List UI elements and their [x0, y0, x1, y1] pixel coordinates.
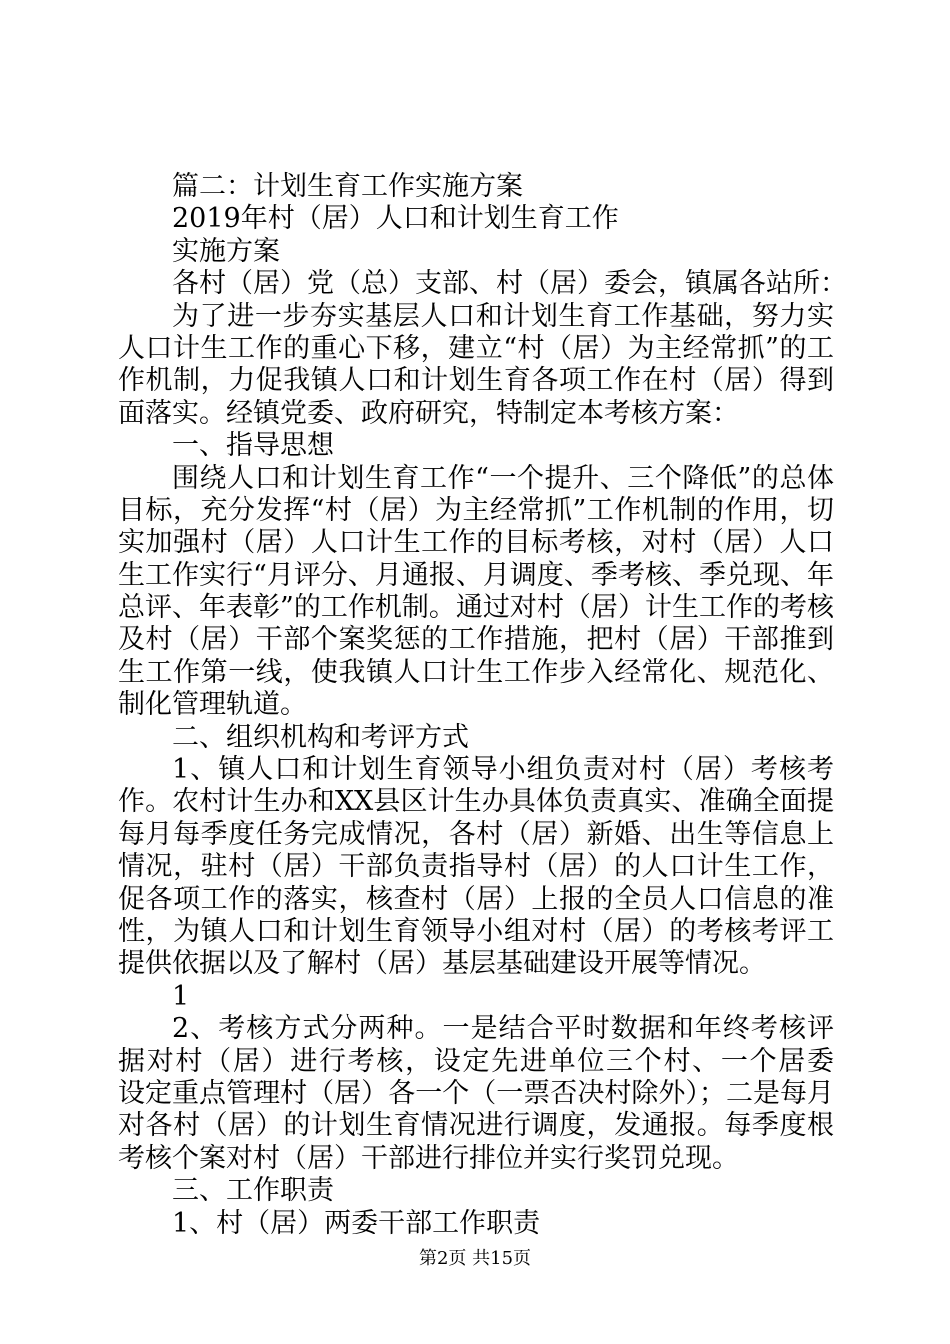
paragraph-line: 考核个案对村（居）干部进行排位并实行奖罚兑现。	[118, 1142, 739, 1174]
paragraph-line: 生工作第一线，使我镇人口计生工作步入经常化、规范化、	[118, 656, 834, 688]
paragraph-line: 目标，充分发挥“村（居）为主经常抓”工作机制的作用，切	[118, 494, 834, 526]
subheading-cadre-duties: 1、村（居）两委干部工作职责	[172, 1207, 541, 1239]
paragraph-line: 2、考核方式分两种。一是结合平时数据和年终考核评	[172, 1013, 834, 1045]
paragraph-line: 围绕人口和计划生育工作“一个提升、三个降低”的总体	[172, 462, 834, 494]
paragraph-line: 实加强村（居）人口计生工作的目标考核，对村（居）人口	[118, 527, 834, 559]
paragraph-line: 每月每季度任务完成情况，各村（居）新婚、出生等信息上	[118, 818, 834, 850]
heading-organization: 二、组织机构和考评方式	[172, 721, 469, 753]
paragraph-line: 面落实。经镇党委、政府研究，特制定本考核方案：	[118, 397, 739, 429]
paragraph-line: 1、镇人口和计划生育领导小组负责对村（居）考核考	[172, 754, 834, 786]
paragraph-line: 对各村（居）的计划生育情况进行调度，发通报。每季度根	[118, 1110, 834, 1142]
section-title: 篇二：计划生育工作实施方案	[172, 171, 523, 202]
document-title-line-1: 2019年村（居）人口和计划生育工作	[172, 203, 619, 235]
paragraph-line: 作。农村计生办和XX县区计生办具体负责真实、准确全面提	[118, 786, 834, 818]
salutation: 各村（居）党（总）支部、村（居）委会，镇属各站所：	[172, 268, 847, 300]
paragraph-line: 及村（居）干部个案奖惩的工作措施，把村（居）干部推到	[118, 624, 834, 656]
paragraph-line: 总评、年表彰”的工作机制。通过对村（居）计生工作的考核	[118, 592, 834, 624]
paragraph-line: 促各项工作的落实，核查村（居）上报的全员人口信息的准	[118, 883, 834, 915]
document-title-line-2: 实施方案	[172, 235, 280, 267]
paragraph-line: 生工作实行“月评分、月通报、月调度、季考核、季兑现、年	[118, 559, 834, 591]
paragraph-line: 制化管理轨道。	[118, 689, 307, 721]
document-body	[118, 171, 847, 1240]
paragraph-line: 据对村（居）进行考核，设定先进单位三个村、一个居委	[118, 1045, 834, 1077]
page-footer: 第2页 共15页	[418, 1248, 532, 1269]
paragraph-line: 性，为镇人口和计划生育领导小组对村（居）的考核考评工	[118, 915, 834, 947]
heading-guiding-ideology: 一、指导思想	[172, 430, 334, 462]
paragraph-line: 情况，驻村（居）干部负责指导村（居）的人口计生工作，	[118, 851, 834, 883]
paragraph-line: 提供依据以及了解村（居）基层基础建设开展等情况。	[118, 948, 766, 980]
paragraph-line: 为了进一步夯实基层人口和计划生育工作基础，努力实	[172, 300, 834, 332]
inline-page-number: 1	[172, 980, 190, 1012]
paragraph-line: 人口计生工作的重心下移，建立“村（居）为主经常抓”的工	[118, 332, 834, 364]
paragraph-line: 作机制，力促我镇人口和计划生育各项工作在村（居）得到	[118, 365, 834, 397]
heading-responsibilities: 三、工作职责	[172, 1175, 334, 1207]
paragraph-line: 设定重点管理村（居）各一个（一票否决村除外）；二是每月	[118, 1077, 834, 1109]
